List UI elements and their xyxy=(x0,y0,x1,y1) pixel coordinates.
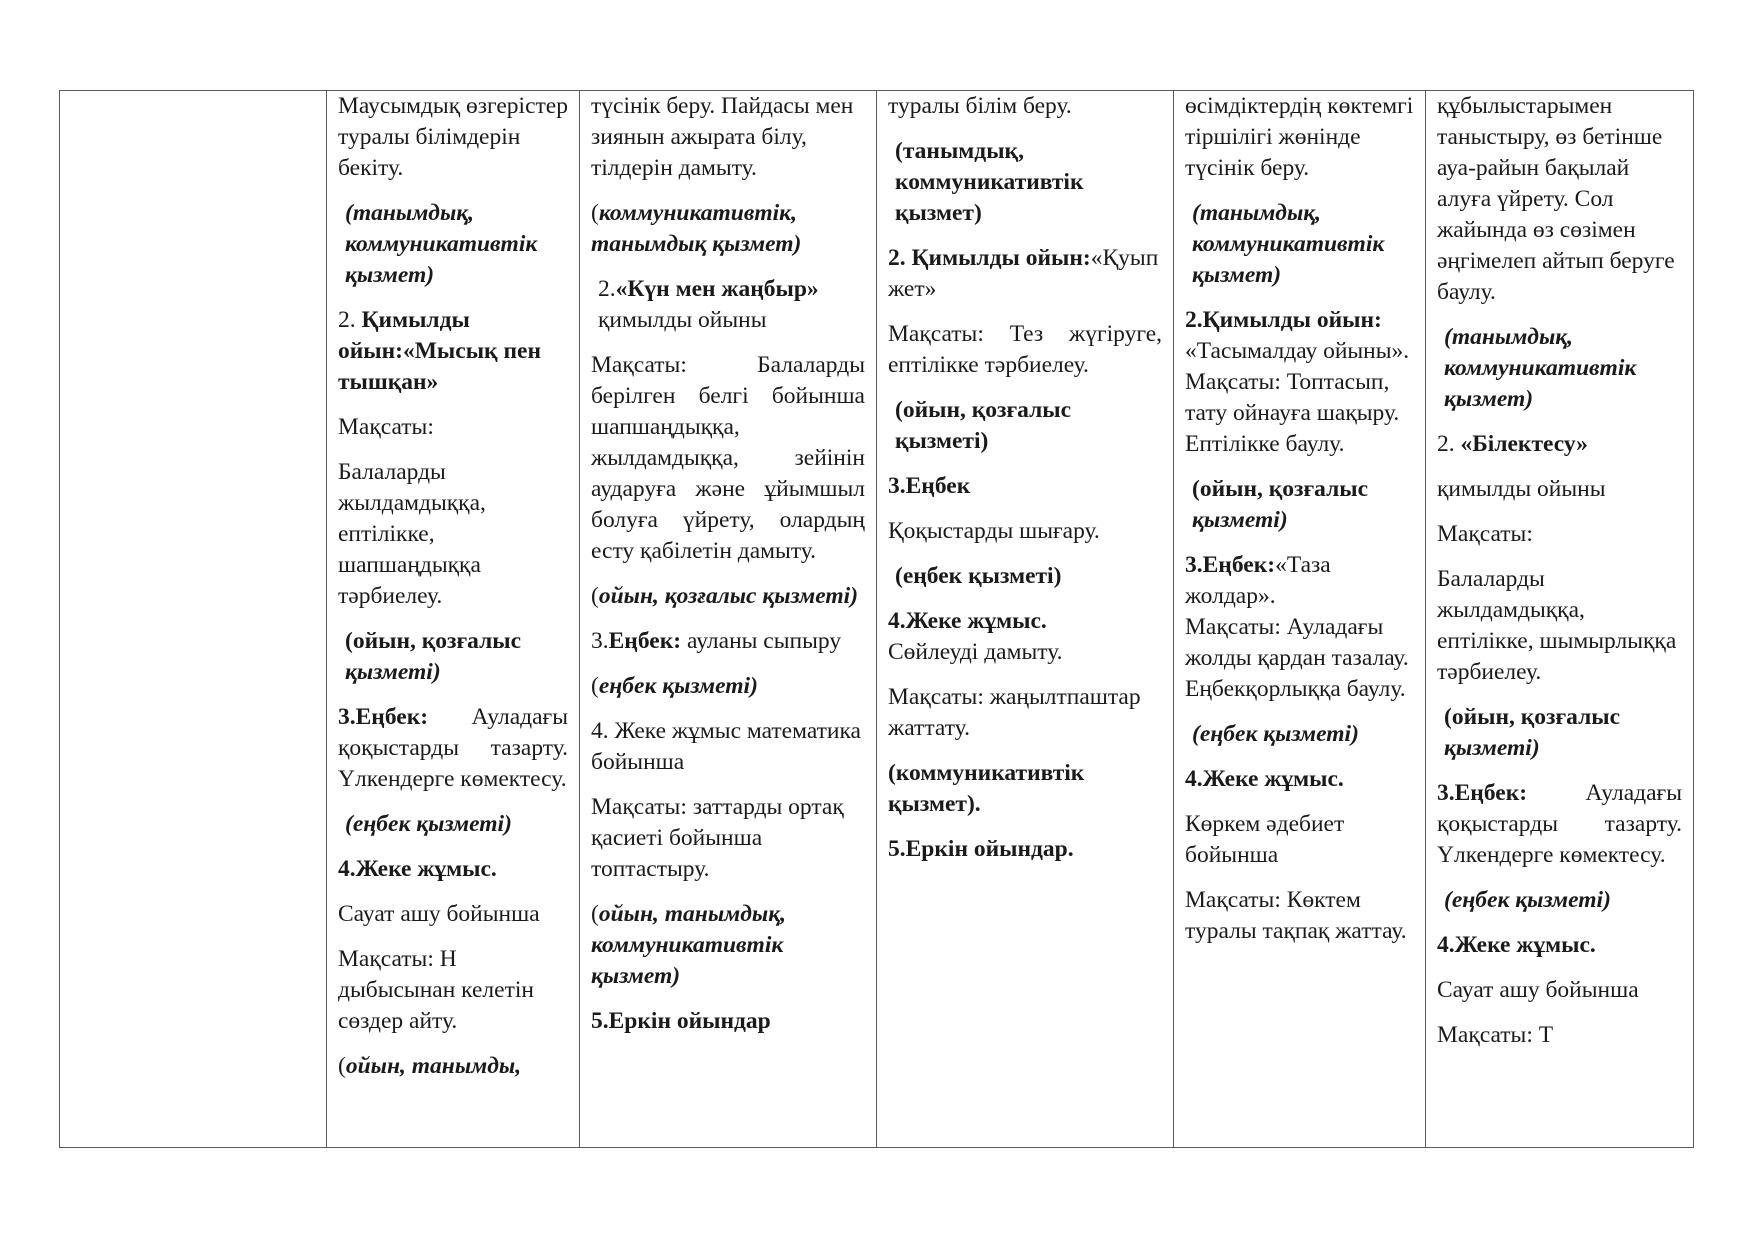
cell-paragraph xyxy=(1437,429,1682,460)
text-run: Балаларды жылдамдыққа, ептілікке, шапшаңдыққа тәрбиелеу. xyxy=(338,459,486,609)
cell-paragraph xyxy=(338,899,568,930)
text-run: 3.Еңбек: xyxy=(338,704,429,730)
tuesday-cell xyxy=(580,91,877,1148)
text-run: қызметі) xyxy=(345,659,441,685)
text-run: (еңбек қызметі) xyxy=(345,811,512,837)
cell-paragraph xyxy=(1185,809,1414,871)
cell-paragraph xyxy=(1185,612,1414,705)
cell-paragraph xyxy=(1185,198,1414,291)
text-run: 4.Жеке жұмыс. xyxy=(338,856,497,882)
cell-paragraph xyxy=(338,854,568,885)
text-run: «Күн мен жаңбыр» xyxy=(615,276,819,302)
text-run: 4. Жеке жұмыс математика бойынша xyxy=(591,718,861,775)
text-run: «Қуып жет» xyxy=(888,245,1159,302)
cell-paragraph xyxy=(1437,519,1682,550)
text-run: ( xyxy=(591,200,599,226)
cell-paragraph xyxy=(338,1051,568,1082)
text-run: (еңбек қызметі) xyxy=(1192,721,1359,747)
day-label-cell xyxy=(60,91,327,1148)
cell-paragraph xyxy=(1437,975,1682,1006)
text-run: қимылды ойыны xyxy=(598,307,767,333)
text-run: (танымдық, коммуникативтік қызмет) xyxy=(345,200,538,288)
text-run: Ауладағы қоқыстарды тазарту. Үлкендерге көмектесу. xyxy=(1437,780,1682,868)
cell-paragraph xyxy=(1437,474,1682,505)
text-run: (ойын, қозғалыс xyxy=(345,628,522,654)
text-run: (танымдық, коммуникативтік қызмет) xyxy=(1192,200,1385,288)
text-run: ( xyxy=(591,583,599,609)
cell-paragraph xyxy=(338,305,568,398)
monday-cell xyxy=(327,91,580,1148)
cell-paragraph xyxy=(1437,702,1682,764)
text-run: 4.Жеке жұмыс. xyxy=(1185,766,1344,792)
cell-paragraph xyxy=(1437,564,1682,688)
table-row xyxy=(60,91,1694,1148)
cell-paragraph xyxy=(338,809,568,840)
text-run: (танымдық, коммуникативтік қызмет) xyxy=(1444,324,1637,412)
cell-paragraph xyxy=(591,350,865,567)
text-run: 2. xyxy=(598,276,616,302)
text-run: қызметі) xyxy=(1444,735,1540,761)
text-run: 2. Қимылды ойын: xyxy=(888,245,1091,271)
text-run: Қимылды ойын:«Мысық пен тышқан» xyxy=(338,307,541,395)
cell-paragraph xyxy=(1185,305,1414,336)
text-run: (ойын, қозғалыс xyxy=(1444,704,1621,730)
text-run: Мақсаты: Балаларды берілген белгі бойынша шапшаңдыққа, жылдамдыққа, зейінін аударуға және ұйымшыл болуға үйрету, олардың есту қабілетін дамыту. xyxy=(591,352,865,564)
cell-paragraph xyxy=(591,899,865,992)
cell-paragraph xyxy=(888,561,1162,592)
cell-paragraph xyxy=(338,702,568,795)
cell-paragraph xyxy=(888,471,1162,502)
text-run: 5.Еркін ойындар. xyxy=(888,836,1074,862)
cell-paragraph xyxy=(1437,930,1682,961)
text-run: «Таза жолдар». xyxy=(1185,552,1331,609)
text-run: Мақсаты: Тез жүгіруге, ептілікке тәрбиелеу. xyxy=(888,321,1162,378)
cell-paragraph xyxy=(338,412,568,443)
text-run: Ауладағы қоқыстарды тазарту. Үлкендерге көмектесу. xyxy=(338,704,568,792)
text-run: 2. xyxy=(338,307,362,333)
cell-paragraph xyxy=(888,834,1162,865)
cell-paragraph xyxy=(1185,550,1414,612)
cell-paragraph xyxy=(591,626,865,657)
text-run: 4.Жеке жұмыс. xyxy=(1437,932,1596,958)
text-run: Мақсаты: xyxy=(1437,521,1533,547)
cell-paragraph xyxy=(591,91,865,184)
text-run: «Тасымалдау ойыны». Мақсаты: Топтасып, тату ойнауға шақыру. Ептілікке баулу. xyxy=(1185,338,1410,457)
text-run: ( xyxy=(591,673,599,699)
text-run: (ойын, қозғалыс xyxy=(1192,476,1369,502)
text-run: (еңбек қызметі) xyxy=(1444,887,1611,913)
text-run: ( xyxy=(591,901,599,927)
text-run: «Білектесу» xyxy=(1460,431,1588,457)
text-run: ойын, қозғалыс қызметі) xyxy=(598,583,859,609)
text-run: 3.Еңбек: xyxy=(1437,780,1528,806)
text-run: Мақсаты: Ауладағы жолды қардан тазалау. Еңбекқорлыққа баулу. xyxy=(1185,614,1409,702)
text-run: ойын, танымды, xyxy=(345,1053,522,1079)
cell-paragraph xyxy=(888,758,1162,820)
cell-paragraph xyxy=(591,198,865,260)
text-run: (ойын, қозғалыс қызметі) xyxy=(895,397,1072,454)
cell-paragraph xyxy=(888,637,1162,668)
text-run: еңбек қызметі) xyxy=(598,673,758,699)
text-run: Көркем әдебиет бойынша xyxy=(1185,811,1345,868)
cell-paragraph xyxy=(591,716,865,778)
text-run: Мақсаты: заттарды ортақ қасиеті бойынша топтастыру. xyxy=(591,794,844,882)
daily-plan-table xyxy=(59,90,1694,1148)
cell-paragraph xyxy=(591,1006,865,1037)
text-run: Балаларды жылдамдыққа, ептілікке, шымырлыққа тәрбиелеу. xyxy=(1437,566,1677,685)
cell-paragraph xyxy=(1185,336,1414,460)
text-run: 5.Еркін ойындар xyxy=(591,1008,771,1034)
text-run: туралы білім беру. xyxy=(888,93,1072,119)
text-run: Маусымдық өзгерістер туралы білімдерін бекіту. xyxy=(338,93,568,181)
text-run: Қоқыстарды шығару. xyxy=(888,518,1100,544)
cell-paragraph xyxy=(888,606,1162,637)
cell-paragraph xyxy=(1437,91,1682,308)
text-run: қызметі) xyxy=(1192,507,1288,533)
text-run: (коммуникативтік қызмет). xyxy=(888,760,1085,817)
text-run: 3.Еңбек: xyxy=(1185,552,1276,578)
text-run: ойын, танымдық, коммуникативтік қызмет) xyxy=(591,901,786,989)
cell-paragraph xyxy=(1437,778,1682,871)
text-run: (еңбек қызметі) xyxy=(895,563,1062,589)
cell-paragraph xyxy=(1437,885,1682,916)
text-run: Мақсаты: жаңылтпаштар жаттату. xyxy=(888,684,1141,741)
cell-paragraph xyxy=(338,457,568,612)
cell-paragraph xyxy=(888,91,1162,122)
text-run: Мақсаты: Көктем туралы тақпақ жаттау. xyxy=(1185,887,1407,944)
text-run: Мақсаты: Н дыбысынан келетін сөздер айту. xyxy=(338,946,534,1034)
cell-paragraph xyxy=(591,792,865,885)
text-run: Мақсаты: xyxy=(338,414,434,440)
text-run: 2. xyxy=(1437,431,1461,457)
cell-paragraph xyxy=(1437,322,1682,415)
text-run: Сауат ашу бойынша xyxy=(1437,977,1639,1003)
text-run: Сауат ашу бойынша xyxy=(338,901,540,927)
friday-cell xyxy=(1426,91,1694,1148)
text-run: (танымдық, коммуникативтік қызмет) xyxy=(895,138,1084,226)
text-run: ауланы сыпыру xyxy=(681,628,842,654)
cell-paragraph xyxy=(1185,91,1414,184)
text-run: 2.Қимылды ойын: xyxy=(1185,307,1382,333)
cell-paragraph xyxy=(888,243,1162,305)
text-run: 4.Жеке жұмыс. xyxy=(888,608,1047,634)
text-run: ( xyxy=(338,1053,346,1079)
text-run: өсімдіктердің көктемгі тіршілігі жөнінде түсінік беру. xyxy=(1185,93,1414,181)
text-run: 3. xyxy=(591,628,609,654)
cell-paragraph xyxy=(338,626,568,688)
text-run: 3.Еңбек xyxy=(888,473,971,499)
cell-paragraph xyxy=(888,395,1162,457)
cell-paragraph xyxy=(888,682,1162,744)
text-run: қимылды ойыны xyxy=(1437,476,1606,502)
text-run: құбылыстарымен таныстыру, өз бетінше ауа-райын бақылай алуға үйрету. Сол жайында өз сөзімен әңгімелеп айтып беруге баулу. xyxy=(1437,93,1675,305)
wednesday-cell xyxy=(877,91,1174,1148)
cell-paragraph xyxy=(1437,1020,1682,1051)
text-run: түсінік беру. Пайдасы мен зиянын ажырата білу, тілдерін дамыту. xyxy=(591,93,854,181)
thursday-cell xyxy=(1174,91,1426,1148)
cell-paragraph xyxy=(1185,474,1414,536)
cell-paragraph xyxy=(591,274,865,336)
cell-paragraph xyxy=(338,91,568,184)
text-run: Мақсаты: Т xyxy=(1437,1022,1554,1048)
text-run: коммуникативтік, танымдық қызмет) xyxy=(591,200,802,257)
cell-paragraph xyxy=(888,319,1162,381)
cell-paragraph xyxy=(591,671,865,702)
cell-paragraph xyxy=(1185,719,1414,750)
cell-paragraph xyxy=(591,581,865,612)
cell-paragraph xyxy=(1185,764,1414,795)
cell-paragraph xyxy=(1185,885,1414,947)
cell-paragraph xyxy=(888,136,1162,229)
cell-paragraph xyxy=(338,944,568,1037)
cell-paragraph xyxy=(888,516,1162,547)
cell-paragraph xyxy=(338,198,568,291)
text-run: Сөйлеуді дамыту. xyxy=(888,639,1063,665)
text-run: Еңбек: xyxy=(608,628,682,654)
